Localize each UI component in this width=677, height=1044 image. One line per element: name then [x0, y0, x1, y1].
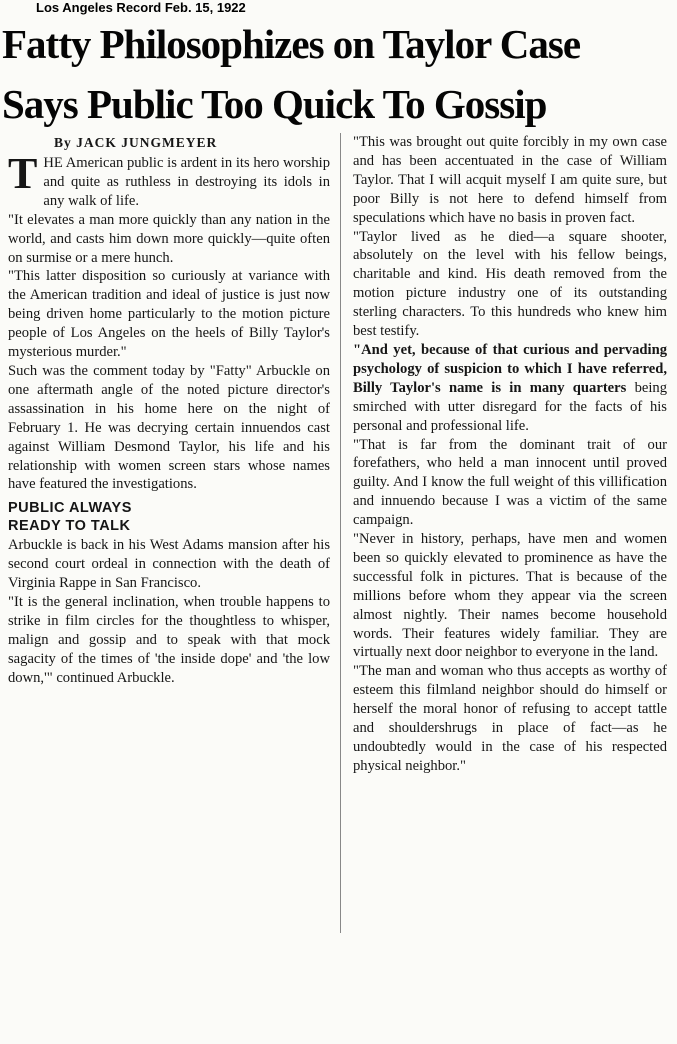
right-column	[353, 133, 667, 776]
article-paragraph: "This was brought out quite forcibly in my own case and has been accentuated in the case of William Taylor. That I will acquit myself I am quite sure, but poor Billy is not here to defend himself from speculations which have no basis in proven fact.	[353, 134, 667, 226]
article-paragraph: "The man and woman who thus accepts as worthy of esteem this filmland neighbor should do himself or herself the moral honor of refusing to accept tattle and shouldershrugs in place of fact—as he undoubtedly would in the case of his respected physical neighbor."	[353, 663, 667, 774]
source-line: Los Angeles Record Feb. 15, 1922	[36, 0, 246, 15]
left-column	[8, 133, 330, 688]
subheading-line-2: READY TO TALK	[8, 518, 131, 535]
article-paragraph: "Taylor lived as he died—a square shooter, absolutely on the level with his fellow beings, charitable and kind. His death removed from the motion picture industry one of its outstanding sterling characters. To this hundreds who knew him best testify.	[353, 228, 667, 340]
drop-cap: T	[8, 149, 38, 198]
column-divider	[340, 133, 341, 933]
article-paragraph	[8, 149, 330, 211]
headline-line-2: Says Public Too Quick To Gossip	[2, 81, 547, 127]
paragraph-text: HE American public is ardent in its hero worship and quite as ruthless in destroying its idols in any walk of life.	[43, 155, 330, 209]
article-paragraph: "This latter disposition so curiously at variance with the American tradition and ideal of justice is just now being driven home particularly to the motion picture people of Los Angeles on the heels of Billy Taylor's mysterious murder."	[8, 268, 330, 361]
headline-line-1: Fatty Philosophizes on Taylor Case	[2, 21, 581, 67]
subheading-line-1: PUBLIC ALWAYS	[8, 500, 132, 517]
byline: By JACK JUNGMEYER	[54, 135, 218, 150]
article-paragraph: "It elevates a man more quickly than any nation in the world, and casts him down more quickly—quite often on surmise or a mere hunch.	[8, 211, 330, 266]
article-paragraph: "That is far from the dominant trait of our forefathers, who held a man innocent until proved guilty. And I know the full weight of this villification and innuendo because I was a victim of the same campaign.	[353, 436, 667, 529]
subheading	[8, 499, 330, 535]
article-paragraph	[353, 341, 667, 436]
bold-text-run: "And yet, because of that curious and pervading psychology of suspicion to which I have referred, Billy Taylor's name is in many quarters	[353, 341, 667, 396]
article-paragraph: "Never in history, perhaps, have men and women been so quickly elevated to prominence as have the successful folk in pictures. That is because of the millions before whom they appear via the screen almost nightly. Their names become household words. Their features widely familiar. They are virtually next door neighbor to everyone in the land.	[353, 531, 667, 661]
article-paragraph: Such was the comment today by "Fatty" Arbuckle on one aftermath angle of the noted picture director's assassination in his home here on the night of February 1. He was decrying certain innuendos cast against William Desmond Taylor, his life and his relationship with women screen stars whose names have featured the investigations.	[8, 362, 330, 493]
article-paragraph: "It is the general inclination, when trouble happens to strike in film circles for the thoughtless to whisper, malign and gossip and to speak with that mock sagacity of the times of 'the inside dope' and 'the low down,'" continued Arbuckle.	[8, 594, 330, 686]
paragraph-text: being smirched with utter disregard for the facts of his personal and professional life.	[353, 379, 667, 434]
article-paragraph: Arbuckle is back in his West Adams mansion after his second court ordeal in connection with the death of Virginia Rappe in San Francisco.	[8, 537, 330, 592]
